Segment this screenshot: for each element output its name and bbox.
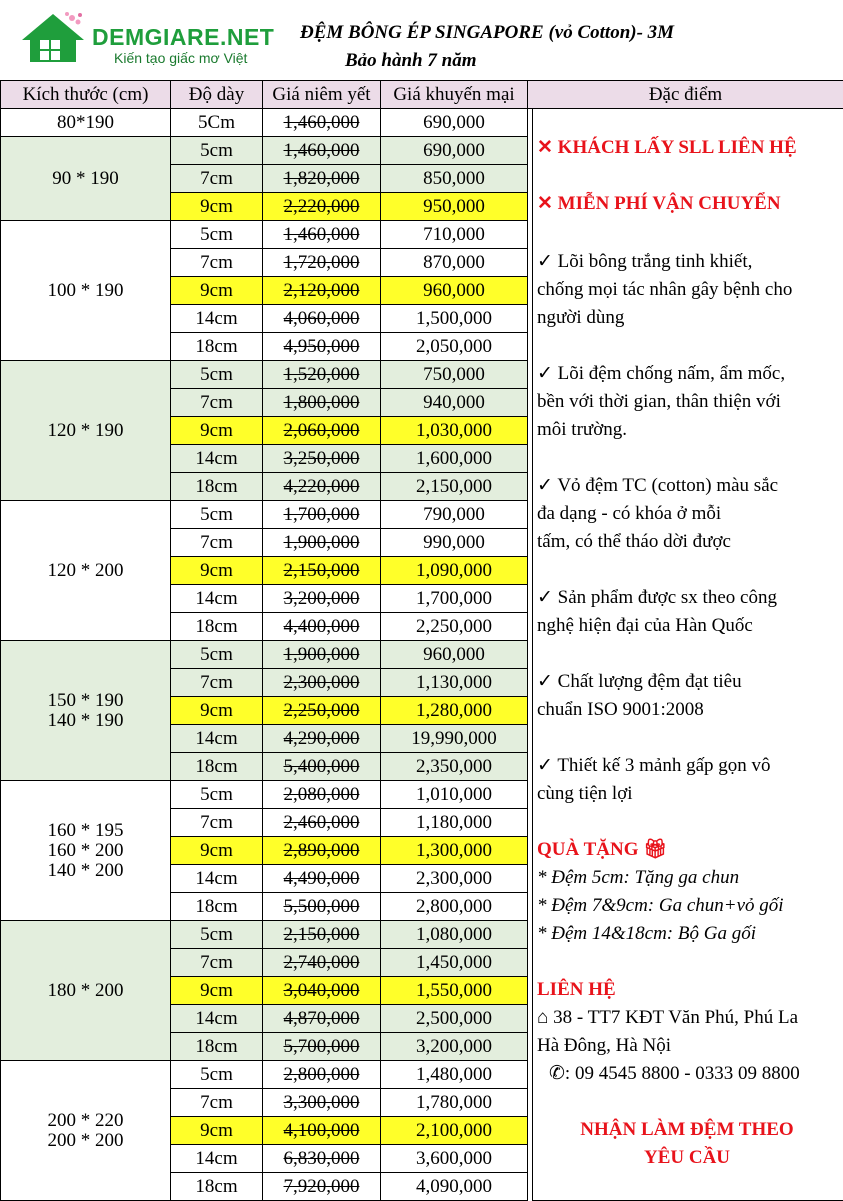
list-price: 7,920,000	[284, 1176, 360, 1197]
list-price: 1,520,000	[284, 364, 360, 385]
list-price-cell	[263, 529, 381, 557]
list-price: 4,870,000	[284, 1008, 360, 1029]
list-price-cell	[263, 333, 381, 361]
list-price-cell	[263, 837, 381, 865]
list-price-cell	[263, 1145, 381, 1173]
list-price: 4,290,000	[284, 728, 360, 749]
thickness-cell: 9cm	[171, 1117, 263, 1145]
promo-price-cell: 850,000	[381, 165, 528, 193]
feature-text: đa dạng - có khóa ở mỗi	[537, 500, 721, 528]
thickness-cell: 9cm	[171, 193, 263, 221]
promo-price-cell: 1,130,000	[381, 669, 528, 697]
list-price-cell	[263, 137, 381, 165]
list-price: 1,800,000	[284, 392, 360, 413]
gift-item: * Đệm 7&9cm: Ga chun+vỏ gối	[537, 892, 784, 920]
gift-title: QUÀ TẶNG 🎁︎	[537, 836, 667, 864]
list-price-cell	[263, 1005, 381, 1033]
promo-price-cell: 950,000	[381, 193, 528, 221]
thickness-cell: 9cm	[171, 837, 263, 865]
promo-price-cell: 1,700,000	[381, 585, 528, 613]
list-price: 4,950,000	[284, 336, 360, 357]
promo-price-cell: 940,000	[381, 389, 528, 417]
thickness-cell: 7cm	[171, 1089, 263, 1117]
contact-address: ⌂ 38 - TT7 KĐT Văn Phú, Phú La	[537, 1004, 798, 1032]
size-cell: 180 * 200	[1, 921, 171, 1061]
thickness-cell: 9cm	[171, 697, 263, 725]
list-price-cell	[263, 193, 381, 221]
promo-price-cell: 870,000	[381, 249, 528, 277]
feature-text: chuẩn ISO 9001:2008	[537, 696, 704, 724]
notice-shipping: ✕ MIỄN PHÍ VẬN CHUYỂN	[537, 190, 781, 218]
size-cell: 120 * 200	[1, 501, 171, 641]
thickness-cell: 5cm	[171, 221, 263, 249]
list-price-cell	[263, 1117, 381, 1145]
feature-text: người dùng	[537, 304, 624, 332]
list-price-cell	[263, 669, 381, 697]
list-price-cell	[263, 725, 381, 753]
list-price-cell	[263, 585, 381, 613]
list-price: 2,250,000	[284, 700, 360, 721]
thickness-cell: 18cm	[171, 333, 263, 361]
phone-icon: ✆	[549, 1063, 565, 1084]
home-icon: ⌂	[537, 1007, 548, 1028]
thickness-cell: 5cm	[171, 781, 263, 809]
thickness-cell: 18cm	[171, 613, 263, 641]
table-header-row	[1, 81, 843, 109]
feature-text: bền với thời gian, thân thiện với	[537, 388, 781, 416]
promo-price-cell: 1,500,000	[381, 305, 528, 333]
list-price-cell	[263, 557, 381, 585]
contact-address-line2: Hà Đông, Hà Nội	[537, 1032, 671, 1060]
promo-price-cell: 1,480,000	[381, 1061, 528, 1089]
promo-price-cell: 1,780,000	[381, 1089, 528, 1117]
promo-price-cell: 2,250,000	[381, 613, 528, 641]
thickness-cell: 5Cm	[171, 109, 263, 137]
list-price-cell	[263, 977, 381, 1005]
promo-price-cell: 2,500,000	[381, 1005, 528, 1033]
list-price: 1,700,000	[284, 504, 360, 525]
promo-price-cell: 2,800,000	[381, 893, 528, 921]
thickness-cell: 14cm	[171, 1005, 263, 1033]
list-price: 4,060,000	[284, 308, 360, 329]
feature-text: môi trường.	[537, 416, 627, 444]
list-price: 3,200,000	[284, 588, 360, 609]
list-price: 4,220,000	[284, 476, 360, 497]
thickness-cell: 18cm	[171, 753, 263, 781]
list-price-cell	[263, 697, 381, 725]
logo-tagline: Kiến tạo giấc mơ Việt	[114, 50, 247, 66]
features-panel	[532, 108, 843, 1201]
promo-price-cell: 1,300,000	[381, 837, 528, 865]
page-subtitle: Bảo hành 7 năm	[345, 50, 476, 72]
list-price: 2,220,000	[284, 196, 360, 217]
thickness-cell: 9cm	[171, 417, 263, 445]
list-price: 3,300,000	[284, 1092, 360, 1113]
thickness-cell: 5cm	[171, 361, 263, 389]
cross-icon: ✕	[537, 137, 553, 158]
list-price: 1,900,000	[284, 644, 360, 665]
list-price: 1,460,000	[284, 224, 360, 245]
promo-price-cell: 2,150,000	[381, 473, 528, 501]
list-price-cell	[263, 221, 381, 249]
promo-price-cell: 960,000	[381, 277, 528, 305]
size-cell: 80*190	[1, 109, 171, 137]
list-price: 1,460,000	[284, 112, 360, 133]
size-cell: 100 * 190	[1, 221, 171, 361]
promo-price-cell: 1,090,000	[381, 557, 528, 585]
list-price: 2,300,000	[284, 672, 360, 693]
thickness-cell: 14cm	[171, 585, 263, 613]
promo-price-cell: 960,000	[381, 641, 528, 669]
thickness-cell: 14cm	[171, 865, 263, 893]
size-cell: 90 * 190	[1, 137, 171, 221]
cross-icon: ✕	[537, 193, 553, 214]
thickness-cell: 14cm	[171, 445, 263, 473]
promo-price-cell: 3,200,000	[381, 1033, 528, 1061]
thickness-cell: 7cm	[171, 249, 263, 277]
promo-price-cell: 690,000	[381, 109, 528, 137]
feature-text: ✓ Chất lượng đệm đạt tiêu	[537, 668, 742, 696]
list-price-cell	[263, 641, 381, 669]
custom-order-line1: NHẬN LÀM ĐỆM THEO	[537, 1116, 837, 1144]
feature-text: ✓ Lõi bông trắng tinh khiết,	[537, 248, 752, 276]
list-price: 3,040,000	[284, 980, 360, 1001]
thickness-cell: 18cm	[171, 473, 263, 501]
list-price-cell	[263, 249, 381, 277]
promo-price-cell: 3,600,000	[381, 1145, 528, 1173]
thickness-cell: 5cm	[171, 641, 263, 669]
thickness-cell: 7cm	[171, 809, 263, 837]
list-price: 1,460,000	[284, 140, 360, 161]
house-logo-icon	[20, 10, 86, 66]
thickness-cell: 5cm	[171, 501, 263, 529]
promo-price-cell: 2,350,000	[381, 753, 528, 781]
list-price-cell	[263, 921, 381, 949]
list-price-cell	[263, 781, 381, 809]
page-title: ĐỆM BÔNG ÉP SINGAPORE (vỏ Cotton)- 3M	[300, 22, 674, 44]
list-price-cell	[263, 277, 381, 305]
page-header	[0, 0, 843, 80]
column-header: Giá khuyến mại	[381, 81, 528, 109]
list-price: 2,800,000	[284, 1064, 360, 1085]
thickness-cell: 14cm	[171, 1145, 263, 1173]
promo-price-cell: 1,550,000	[381, 977, 528, 1005]
thickness-cell: 14cm	[171, 725, 263, 753]
list-price: 2,740,000	[284, 952, 360, 973]
size-cell: 120 * 190	[1, 361, 171, 501]
thickness-cell: 7cm	[171, 165, 263, 193]
promo-price-cell: 710,000	[381, 221, 528, 249]
custom-order-line2: YÊU CẦU	[537, 1144, 837, 1172]
list-price-cell	[263, 445, 381, 473]
list-price: 4,490,000	[284, 868, 360, 889]
list-price: 1,900,000	[284, 532, 360, 553]
list-price: 2,150,000	[284, 924, 360, 945]
thickness-cell: 5cm	[171, 137, 263, 165]
feature-text: nghệ hiện đại của Hàn Quốc	[537, 612, 753, 640]
list-price-cell	[263, 893, 381, 921]
list-price-cell	[263, 1033, 381, 1061]
logo-brand: DEMGIARE.NET	[92, 24, 274, 51]
gift-icon: 🎁︎	[643, 839, 667, 860]
list-price: 2,890,000	[284, 840, 360, 861]
list-price: 5,500,000	[284, 896, 360, 917]
promo-price-cell: 19,990,000	[381, 725, 528, 753]
list-price-cell	[263, 865, 381, 893]
thickness-cell: 5cm	[171, 921, 263, 949]
promo-price-cell: 1,180,000	[381, 809, 528, 837]
thickness-cell: 7cm	[171, 949, 263, 977]
list-price-cell	[263, 501, 381, 529]
notice-bulk: ✕ KHÁCH LẤY SLL LIÊN HỆ	[537, 134, 797, 162]
list-price-cell	[263, 361, 381, 389]
list-price: 1,720,000	[284, 252, 360, 273]
column-header: Kích thước (cm)	[1, 81, 171, 109]
promo-price-cell: 1,080,000	[381, 921, 528, 949]
list-price: 4,400,000	[284, 616, 360, 637]
column-header: Giá niêm yết	[263, 81, 381, 109]
size-cell: 160 * 195 160 * 200 140 * 200	[1, 781, 171, 921]
contact-title: LIÊN HỆ	[537, 976, 616, 1004]
promo-price-cell: 690,000	[381, 137, 528, 165]
list-price: 6,830,000	[284, 1148, 360, 1169]
list-price: 2,150,000	[284, 560, 360, 581]
promo-price-cell: 4,090,000	[381, 1173, 528, 1201]
feature-text: tấm, có thể tháo dời được	[537, 528, 731, 556]
list-price-cell	[263, 389, 381, 417]
column-header: Đặc điểm	[528, 81, 843, 109]
list-price: 5,700,000	[284, 1036, 360, 1057]
list-price: 4,100,000	[284, 1120, 360, 1141]
list-price: 1,820,000	[284, 168, 360, 189]
thickness-cell: 7cm	[171, 669, 263, 697]
size-cell: 150 * 190 140 * 190	[1, 641, 171, 781]
list-price-cell	[263, 109, 381, 137]
feature-text: ✓ Lõi đệm chống nấm, ẩm mốc,	[537, 360, 785, 388]
list-price-cell	[263, 1061, 381, 1089]
promo-price-cell: 1,450,000	[381, 949, 528, 977]
column-header: Độ dày	[171, 81, 263, 109]
promo-price-cell: 1,030,000	[381, 417, 528, 445]
list-price-cell	[263, 417, 381, 445]
list-price: 2,120,000	[284, 280, 360, 301]
promo-price-cell: 1,280,000	[381, 697, 528, 725]
feature-text: chống mọi tác nhân gây bệnh cho	[537, 276, 792, 304]
thickness-cell: 7cm	[171, 529, 263, 557]
thickness-cell: 18cm	[171, 893, 263, 921]
list-price: 2,060,000	[284, 420, 360, 441]
list-price-cell	[263, 613, 381, 641]
list-price-cell	[263, 1089, 381, 1117]
thickness-cell: 9cm	[171, 557, 263, 585]
list-price-cell	[263, 473, 381, 501]
feature-text: ✓ Sản phẩm được sx theo công	[537, 584, 777, 612]
promo-price-cell: 2,100,000	[381, 1117, 528, 1145]
list-price: 2,080,000	[284, 784, 360, 805]
promo-price-cell: 1,600,000	[381, 445, 528, 473]
list-price: 5,400,000	[284, 756, 360, 777]
promo-price-cell: 2,050,000	[381, 333, 528, 361]
list-price-cell	[263, 1173, 381, 1201]
contact-phone[interactable]: ✆: 09 4545 8800 - 0333 09 8800	[549, 1060, 800, 1088]
size-cell: 200 * 220 200 * 200	[1, 1061, 171, 1201]
list-price-cell	[263, 949, 381, 977]
list-price: 3,250,000	[284, 448, 360, 469]
gift-item: * Đệm 14&18cm: Bộ Ga gối	[537, 920, 756, 948]
thickness-cell: 18cm	[171, 1173, 263, 1201]
promo-price-cell: 1,010,000	[381, 781, 528, 809]
thickness-cell: 7cm	[171, 389, 263, 417]
list-price-cell	[263, 809, 381, 837]
list-price-cell	[263, 305, 381, 333]
feature-text: ✓ Vỏ đệm TC (cotton) màu sắc	[537, 472, 778, 500]
promo-price-cell: 2,300,000	[381, 865, 528, 893]
feature-text: ✓ Thiết kế 3 mảnh gấp gọn vô	[537, 752, 771, 780]
thickness-cell: 9cm	[171, 977, 263, 1005]
logo[interactable]	[20, 14, 280, 70]
list-price-cell	[263, 753, 381, 781]
thickness-cell: 14cm	[171, 305, 263, 333]
promo-price-cell: 990,000	[381, 529, 528, 557]
promo-price-cell: 790,000	[381, 501, 528, 529]
thickness-cell: 9cm	[171, 277, 263, 305]
list-price: 2,460,000	[284, 812, 360, 833]
feature-text: cùng tiện lợi	[537, 780, 633, 808]
thickness-cell: 18cm	[171, 1033, 263, 1061]
gift-item: * Đệm 5cm: Tặng ga chun	[537, 864, 739, 892]
promo-price-cell: 750,000	[381, 361, 528, 389]
list-price-cell	[263, 165, 381, 193]
thickness-cell: 5cm	[171, 1061, 263, 1089]
